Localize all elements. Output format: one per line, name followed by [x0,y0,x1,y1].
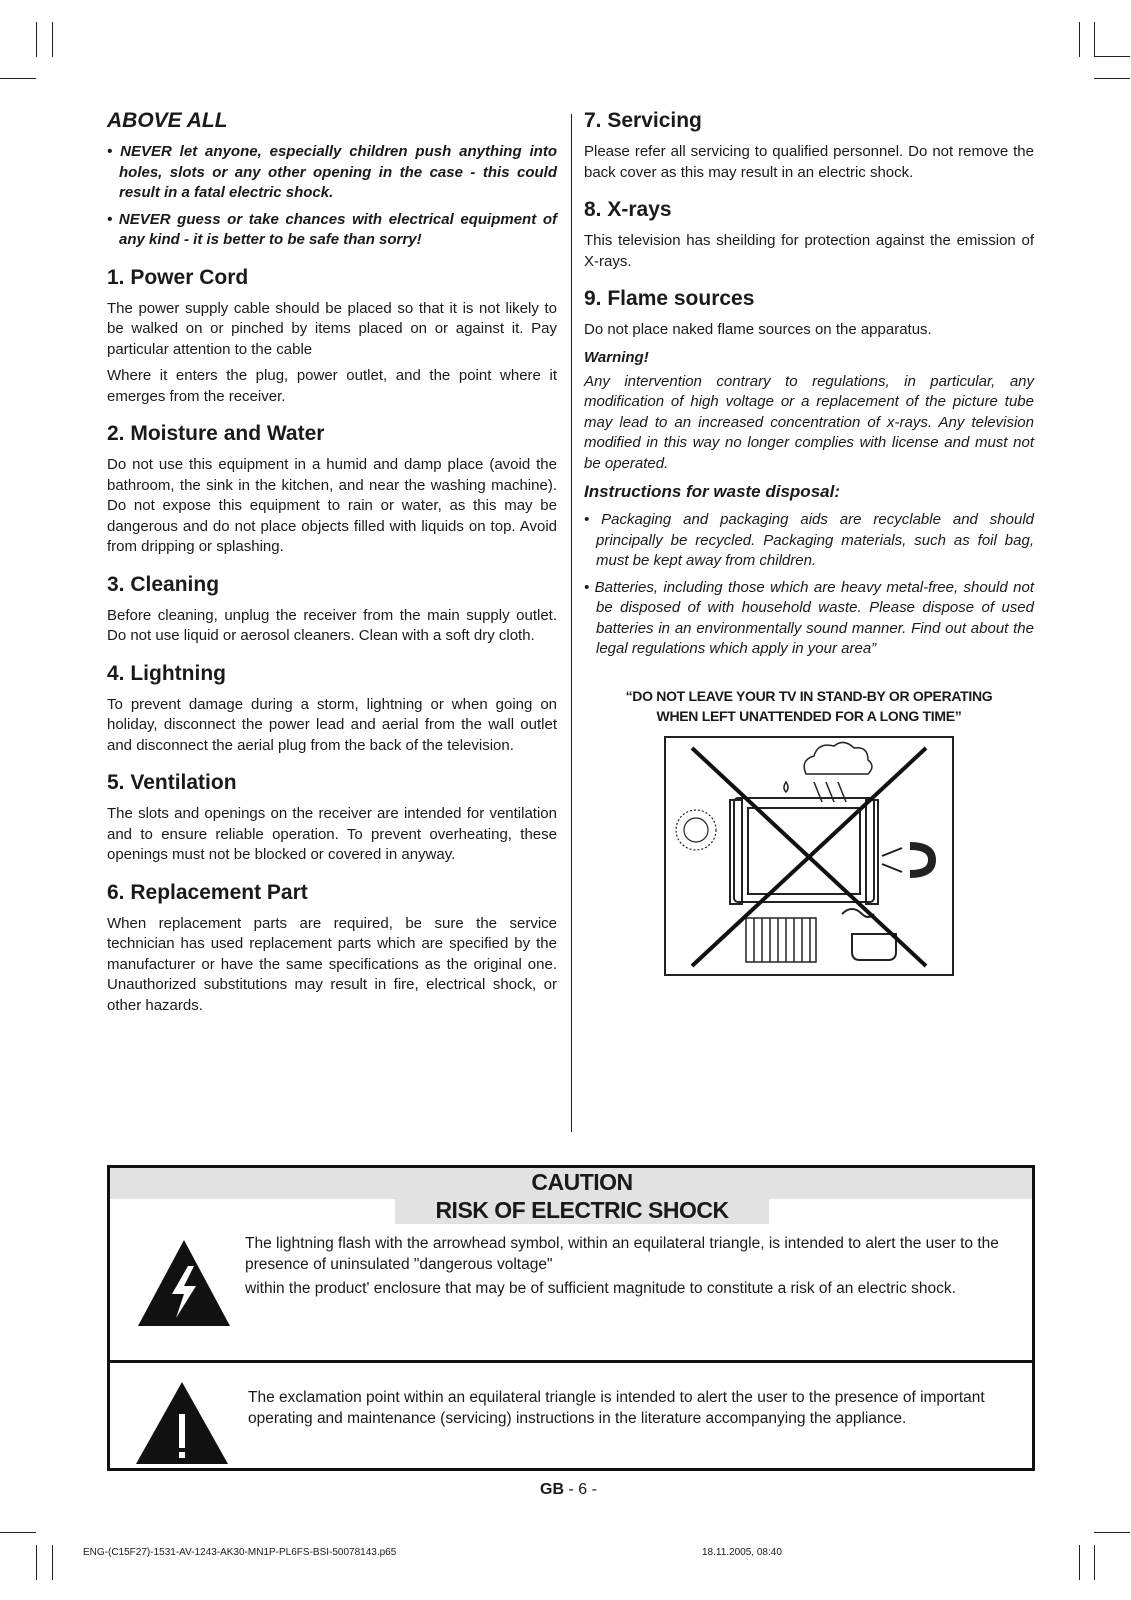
warning-heading: Warning! [584,348,649,366]
print-date: 18.11.2005, 08:40 [702,1547,782,1558]
left-column [107,108,557,1022]
paragraph: This television has sheilding for protection against the emission of X-rays. [584,232,1034,270]
crop-mark [36,1545,37,1580]
right-column [584,108,1034,976]
section-warning [584,349,1034,475]
column-divider [571,114,572,1132]
crossed-tv-illustration [666,738,952,974]
list-item: • Batteries, including those which are heavy metal-free, should not be disposed of with household waste. Please dispose of used batteries in an environmentally sound manner. Find out about the legal regulations which apply in your area” [584,578,1034,657]
section-flame [584,286,1034,341]
section-title: 4. Lightning [107,661,226,685]
lightning-description [245,1234,1005,1300]
caution-title-line: CAUTION [531,1169,633,1195]
paragraph: The power supply cable should be placed so that it is not likely to be walked on or pinched by items placed on or against it. Pay particular attention to the cable [107,299,557,358]
caution-divider [110,1360,1032,1363]
paragraph: within the product' enclosure that may be of sufficient magnitude to constitute a risk of an electric shock. [245,1280,956,1297]
crop-mark [36,22,37,57]
section-title: 8. X-rays [584,198,672,221]
paragraph: The lightning flash with the arrowhead symbol, within an equilateral triangle, is intended to alert the user to the presence of uninsulated "dangerous voltage" [245,1235,999,1273]
sun-icon [676,810,716,850]
radiator-icon [746,918,816,962]
lightning-warning-icon [136,1238,232,1328]
crop-mark [0,78,36,79]
hazard-illustration [664,736,954,976]
section-xrays [584,197,1034,272]
notice-line: “DO NOT LEAVE YOUR TV IN STAND-BY OR OPERATING [625,687,993,704]
section-ventilation [107,770,557,866]
exclamation-description: The exclamation point within an equilateral triangle is intended to alert the user to the presence of important operating and maintenance (servicing) instructions in the literature accompanying the appliance. [248,1389,985,1427]
section-title: 6. Replacement Part [107,880,308,904]
list-item: • NEVER guess or take chances with electrical equipment of any kind - it is better to be safe than sorry! [107,210,557,248]
crop-mark [52,22,53,57]
section-moisture [107,421,557,558]
paragraph: Before cleaning, unplug the receiver from the main supply outlet. Do not use liquid or aerosol cleaners. Clean with a soft dry cloth. [107,606,557,644]
paragraph: The slots and openings on the receiver are intended for ventilation and to ensure reliable operation. To prevent overheating, these openings must not be blocked or covered in anyway. [107,805,557,863]
section-title: 7. Servicing [584,109,702,132]
caution-title [395,1168,769,1224]
exclamation-warning-icon [134,1380,230,1466]
waste-heading: Instructions for waste disposal: [584,482,840,501]
section-cleaning [107,572,557,647]
section-title: 1. Power Cord [107,265,249,289]
standby-notice [584,686,1034,726]
paragraph: To prevent damage during a storm, lightning or when going on holiday, disconnect the power lead and aerial from the wall outlet and disconnect the aerial plug from the back of the television. [107,695,557,754]
paragraph: Please refer all servicing to qualified personnel. Do not remove the back cover as this may result in an electric shock. [584,143,1034,181]
section-title: ABOVE ALL [107,109,228,132]
cooking-pot-icon [842,909,896,960]
section-lightning [107,661,557,757]
magnet-icon [882,846,932,874]
page-number [540,1481,597,1499]
paragraph: Where it enters the plug, power outlet, and the point where it emerges from the receiver. [107,367,557,405]
section-title: 2. Moisture and Water [107,422,325,445]
crop-mark [0,1532,36,1533]
crop-mark [1094,78,1130,79]
section-title: 3. Cleaning [107,572,220,596]
crop-mark [1079,1545,1080,1580]
crop-mark [1079,22,1080,57]
list-item: • NEVER let anyone, especially children push anything into holes, slots or any other opening in the case - this could result in a fatal electric shock. [107,143,557,201]
section-above-all [107,108,557,251]
file-name: ENG-(C15F27)-1531-AV-1243-AK30-MN1P-PL6FS-BSI-50078143.p65 [83,1547,397,1558]
paragraph: Do not place naked flame sources on the apparatus. [584,321,932,338]
caution-box [107,1165,1035,1471]
language-code: GB [540,1481,564,1498]
crop-mark [1094,1545,1095,1580]
paragraph: Any intervention contrary to regulations, in particular, any modification of high voltage or a replacement of the picture tube may lead to an increased concentration of x-rays. Any television modified in this way no longer complies with license and must not be operated. [584,372,1034,472]
section-waste [584,482,1034,660]
crop-mark [1094,22,1095,57]
section-title: 5. Ventilation [107,771,237,794]
crop-mark [52,1545,53,1580]
rain-cloud-icon [784,742,872,802]
section-servicing [584,108,1034,183]
notice-line: WHEN LEFT UNATTENDED FOR A LONG TIME” [656,707,962,724]
paragraph: Do not use this equipment in a humid and damp place (avoid the bathroom, the sink in the kitchen, and near the washing machine). Do not expose this equipment to rain or water, as this may be dangerous and do not place objects filled with liquids on top. Avoid from dripping or splashing. [107,456,557,555]
page-label: - 6 - [568,1481,597,1498]
section-power-cord [107,265,557,408]
caution-title-line: RISK OF ELECTRIC SHOCK [395,1196,769,1224]
paragraph: When replacement parts are required, be sure the service technician has used replacement parts which are specified by the manufacturer or have the same specifications as the original one. Unauthorized substitutions may result in fire, electrical shock, or other hazards. [107,914,557,1014]
section-title: 9. Flame sources [584,287,755,310]
section-replacement [107,880,557,1017]
crop-mark [1094,56,1130,57]
crop-mark [1094,1532,1130,1533]
list-item: • Packaging and packaging aids are recyclable and should principally be recycled. Packaging materials, such as foil bag, must be kept away from children. [584,511,1034,569]
